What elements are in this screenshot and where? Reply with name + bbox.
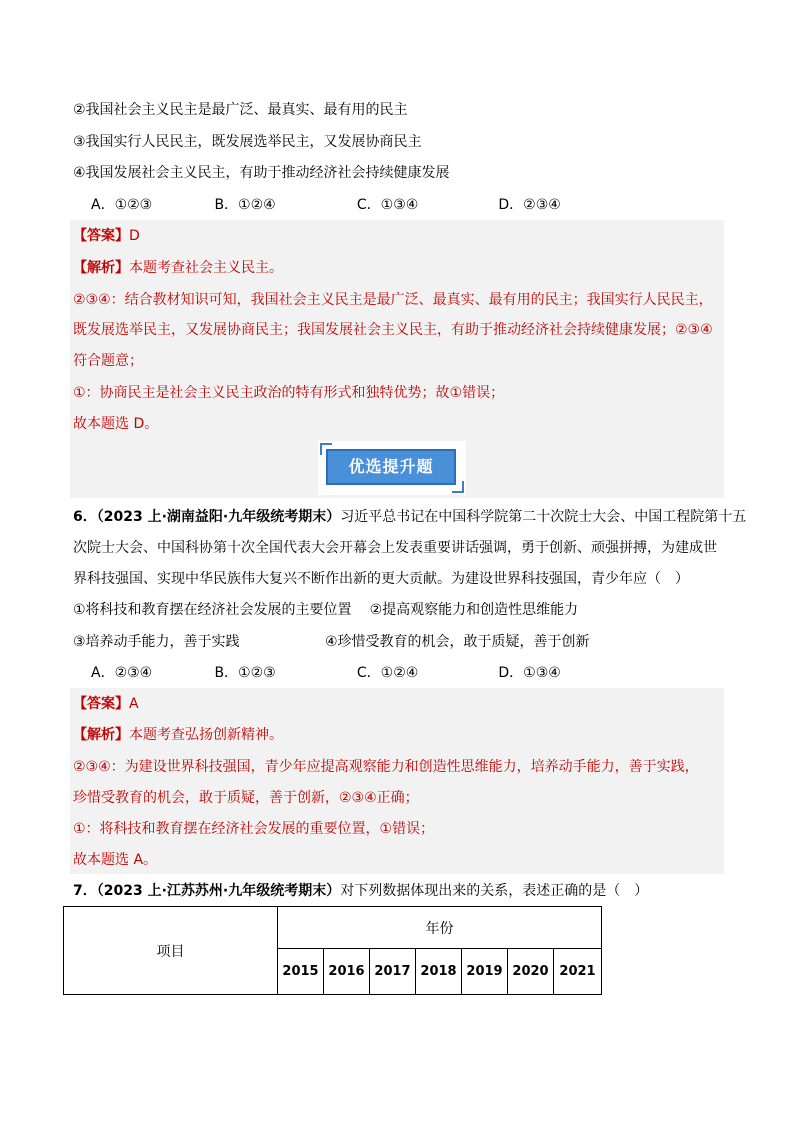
q6-analysis-line: ①：将科技和教育摆在经济社会发展的重要位置，①错误； [73, 821, 435, 837]
q6-stem-line [73, 507, 746, 527]
q6-item-4: ④珍惜受教育的机会，敢于质疑，善于创新 [325, 634, 590, 650]
q5-analysis-line: 既发展选举民主，又发展协商民主；我国发展社会主义民主，有助于推动经济社会持续健康发展；②③④ [73, 322, 713, 338]
q5-analysis-line: ①：协商民主是社会主义民主政治的特有形式和独特优势；故①错误； [73, 385, 505, 401]
q7-stem-text: 对下列数据体现出来的关系，表述正确的是（ ） [340, 883, 649, 899]
q5-item-2: ②我国社会主义民主是最广泛、最真实、最有用的民主 [73, 102, 408, 118]
q5-option-b[interactable]: B．①②④ [214, 197, 276, 213]
year-header: 年份 [278, 907, 602, 949]
q6-answer-box [70, 688, 724, 874]
q6-item-1: ①将科技和教育摆在经济社会发展的主要位置 [73, 602, 352, 618]
q6-analysis-line: 珍惜受教育的机会，敢于质疑，善于创新，②③④正确； [73, 790, 419, 806]
badge-label: 优选提升题 [326, 449, 456, 485]
q5-option-d[interactable]: D．②③④ [498, 197, 561, 213]
answer-value: D [129, 228, 140, 244]
answer-label: 【答案】 [73, 228, 129, 244]
q6-option-d[interactable]: D．①③④ [498, 665, 561, 681]
answer-value: A [129, 696, 139, 712]
q7-source: 7．（2023 上·江苏苏州·九年级统考期末） [73, 883, 341, 899]
analysis-label: 【解析】 [73, 260, 129, 276]
analysis-intro: 本题考查社会主义民主。 [129, 260, 283, 276]
q6-item-3: ③培养动手能力，善于实践 [73, 634, 240, 650]
q6-items-row [73, 632, 590, 652]
q6-analysis-line: 故本题选 A。 [73, 852, 158, 868]
year-cell: 2015 [278, 949, 324, 995]
q5-answer [73, 226, 140, 246]
q5-item-3: ③我国实行人民民主，既发展选举民主，又发展协商民主 [73, 134, 422, 150]
q6-item-2: ②提高观察能力和创造性思维能力 [369, 602, 579, 618]
q5-option-c[interactable]: C．①③④ [356, 197, 419, 213]
year-cell: 2019 [462, 949, 508, 995]
q5-analysis-line: 故本题选 D。 [73, 416, 159, 432]
year-cell: 2018 [416, 949, 462, 995]
q6-options [91, 663, 561, 683]
q7-data-table [63, 906, 602, 995]
q6-source: 6．（2023 上·湖南益阳·九年级统考期末） [73, 509, 341, 525]
q5-item-4: ④我国发展社会主义民主，有助于推动经济社会持续健康发展 [73, 165, 450, 181]
year-cell: 2017 [370, 949, 416, 995]
q5-options [91, 195, 561, 215]
q6-stem-text: 习近平总书记在中国科学院第二十次院士大会、中国工程院第十五 [340, 509, 747, 525]
q5-analysis-line: ②③④：结合教材知识可知，我国社会主义民主是最广泛、最真实、最有用的民主；我国实行人民民主， [73, 292, 713, 308]
analysis-label: 【解析】 [73, 727, 129, 743]
year-cell: 2021 [554, 949, 602, 995]
q5-analysis-line: 符合题意； [73, 353, 143, 369]
q6-stem-line: 次院士大会、中国科协第十次全国代表大会开幕会上发表重要讲话强调，勇于创新、顽强拼搏，为建成世 [73, 540, 717, 556]
q6-option-c[interactable]: C．①②④ [356, 665, 419, 681]
q6-answer [73, 694, 139, 714]
section-badge [318, 441, 466, 495]
q5-option-a[interactable]: A．①②③ [91, 197, 153, 213]
q6-analysis [73, 725, 283, 745]
q7-stem-line [73, 881, 648, 901]
answer-label: 【答案】 [73, 696, 129, 712]
q6-option-b[interactable]: B．①②③ [214, 665, 276, 681]
q6-analysis-line: ②③④：为建设世界科技强国，青少年应提高观察能力和创造性思维能力，培养动手能力，善于实践， [73, 759, 699, 775]
item-header: 项目 [64, 907, 278, 995]
q5-analysis [73, 258, 283, 278]
q6-items-row [73, 600, 578, 620]
year-cell: 2016 [324, 949, 370, 995]
q6-option-a[interactable]: A．②③④ [91, 665, 153, 681]
analysis-intro: 本题考查弘扬创新精神。 [129, 727, 283, 743]
year-cell: 2020 [508, 949, 554, 995]
q6-stem-line: 界科技强国、实现中华民族伟大复兴不断作出新的更大贡献。为建设世界科技强国，青少年应（ ） [73, 571, 689, 587]
